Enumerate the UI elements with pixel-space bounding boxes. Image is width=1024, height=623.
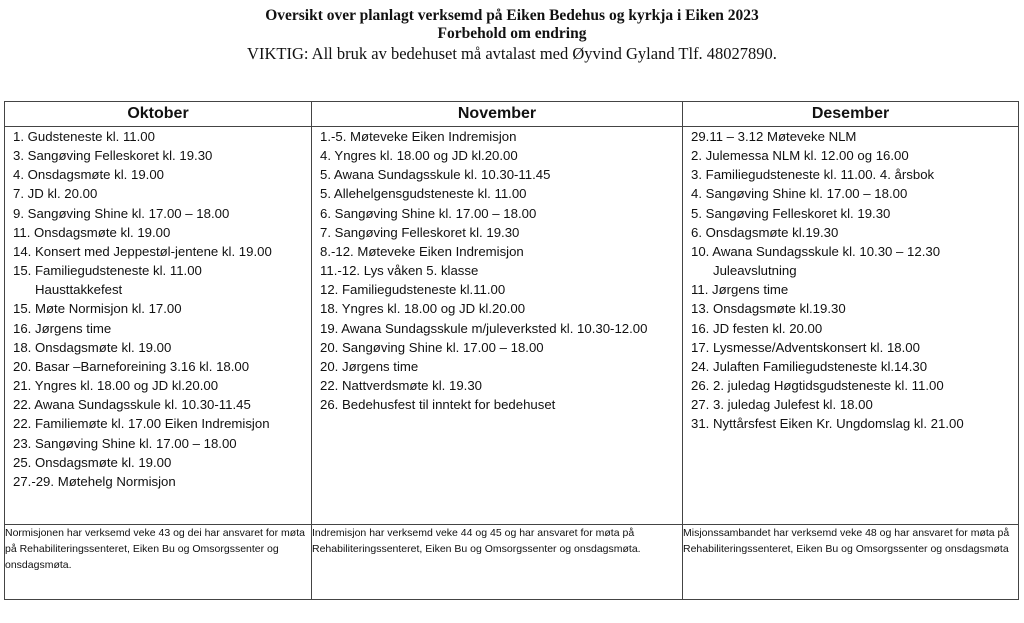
- month-heading-desember: Desember: [683, 102, 1019, 127]
- note-oktober: Normisjonen har verksemd veke 43 og dei har ansvaret for møta på Rehabiliteringssenteret, Eiken Bu og Omsorgssenter og onsdagsmøta.: [5, 525, 312, 600]
- event-list-november: [312, 127, 682, 414]
- event-item: 5. Awana Sundagsskule kl. 10.30-11.45: [320, 167, 551, 183]
- document-header: [0, 6, 1024, 64]
- events-row: [5, 127, 1019, 525]
- event-item: 25. Onsdagsmøte kl. 19.00: [13, 454, 172, 470]
- events-cell-november: [312, 127, 683, 525]
- event-item: 4. Onsdagsmøte kl. 19.00: [13, 167, 164, 183]
- event-item: 5. Allehelgensgudsteneste kl. 11.00: [320, 186, 527, 202]
- event-item: 31. Nyttårsfest Eiken Kr. Ungdomslag kl. 21.00: [691, 416, 964, 432]
- event-item: 16. JD festen kl. 20.00: [691, 320, 823, 336]
- event-item: 22. Familiemøte kl. 17.00 Eiken Indremisjon: [13, 416, 270, 432]
- booking-notice: VIKTIG: All bruk av bedehuset må avtalast med Øyvind Gyland Tlf. 48027890.: [247, 44, 777, 63]
- event-item: 18. Onsdagsmøte kl. 19.00: [13, 339, 172, 355]
- event-item: 7. JD kl. 20.00: [13, 186, 98, 202]
- event-item: 14. Konsert med Jeppestøl-jentene kl. 19.00: [13, 243, 272, 259]
- event-item: 4. Sangøving Shine kl. 17.00 – 18.00: [691, 186, 908, 202]
- event-item: 11. Onsdagsmøte kl. 19.00: [13, 224, 171, 240]
- month-heading-november: November: [312, 102, 683, 127]
- event-item: 20. Sangøving Shine kl. 17.00 – 18.00: [320, 339, 544, 355]
- event-item: 13. Onsdagsmøte kl.19.30: [691, 301, 846, 317]
- events-cell-desember: [683, 127, 1019, 525]
- event-item-continuation: Juleavslutning: [713, 263, 797, 279]
- event-item: 26. Bedehusfest til inntekt for bedehuset: [320, 397, 556, 413]
- event-item: 20. Jørgens time: [320, 358, 419, 374]
- event-item: 20. Basar –Barneforeining 3.16 kl. 18.00: [13, 358, 250, 374]
- notes-row: [5, 525, 1019, 600]
- event-item: 19. Awana Sundagsskule m/juleverksted kl. 10.30-12.00: [320, 320, 648, 336]
- event-item: 11. Jørgens time: [691, 282, 789, 298]
- event-item: 9. Sangøving Shine kl. 17.00 – 18.00: [13, 205, 230, 221]
- event-item: 27.-29. Møtehelg Normisjon: [13, 473, 176, 489]
- event-item: 27. 3. juledag Julefest kl. 18.00: [691, 397, 873, 413]
- event-item: 22. Awana Sundagsskule kl. 10.30-11.45: [13, 397, 251, 413]
- note-desember: Misjonssambandet har verksemd veke 48 og har ansvaret for møta på Rehabiliteringssenteret, Eiken Bu og Omsorgssenter og onsdagsmøta: [683, 525, 1019, 600]
- schedule-table: [4, 101, 1019, 600]
- document-subtitle: Forbehold om endring: [437, 25, 587, 42]
- event-item: 6. Onsdagsmøte kl.19.30: [691, 224, 839, 240]
- note-november: Indremisjon har verksemd veke 44 og 45 og har ansvaret for møta på Rehabiliteringssenteret, Eiken Bu og Omsorgssenter og onsdagsmøta.: [312, 525, 683, 600]
- event-item: 17. Lysmesse/Adventskonsert kl. 18.00: [691, 339, 920, 355]
- event-item: 24. Julaften Familiegudsteneste kl.14.30: [691, 358, 928, 374]
- event-item: 2. Julemessa NLM kl. 12.00 og 16.00: [691, 148, 909, 164]
- event-item: 5. Sangøving Felleskoret kl. 19.30: [691, 205, 891, 221]
- event-item: 10. Awana Sundagsskule kl. 10.30 – 12.30: [691, 243, 941, 259]
- month-header-row: [5, 102, 1019, 127]
- event-item: 6. Sangøving Shine kl. 17.00 – 18.00: [320, 205, 537, 221]
- event-item: 22. Nattverdsmøte kl. 19.30: [320, 378, 482, 394]
- event-item: 1.-5. Møteveke Eiken Indremisjon: [320, 129, 517, 144]
- event-item: 16. Jørgens time: [13, 320, 112, 336]
- event-item: 18. Yngres kl. 18.00 og JD kl.20.00: [320, 301, 526, 317]
- event-item: 15. Møte Normisjon kl. 17.00: [13, 301, 182, 317]
- month-heading-oktober: Oktober: [5, 102, 312, 127]
- event-item: 23. Sangøving Shine kl. 17.00 – 18.00: [13, 435, 237, 451]
- event-item-continuation: Hausttakkefest: [35, 282, 123, 298]
- events-cell-oktober: [5, 127, 312, 525]
- event-item: 1. Gudsteneste kl. 11.00: [13, 129, 155, 144]
- event-item: 4. Yngres kl. 18.00 og JD kl.20.00: [320, 148, 518, 164]
- event-item: 15. Familiegudsteneste kl. 11.00: [13, 263, 202, 279]
- event-item: 3. Familiegudsteneste kl. 11.00. 4. årsbok: [691, 167, 935, 183]
- document-title: Oversikt over planlagt verksemd på Eiken Bedehus og kyrkja i Eiken 2023: [265, 7, 759, 24]
- event-item: 26. 2. juledag Høgtidsgudsteneste kl. 11.00: [691, 378, 944, 394]
- event-item: 21. Yngres kl. 18.00 og JD kl.20.00: [13, 378, 219, 394]
- event-item: 29.11 – 3.12 Møteveke NLM: [691, 129, 857, 144]
- event-list-desember: [683, 127, 1018, 434]
- event-item: 11.-12. Lys våken 5. klasse: [320, 263, 479, 279]
- event-item: 12. Familiegudsteneste kl.11.00: [320, 282, 506, 298]
- event-item: 3. Sangøving Felleskoret kl. 19.30: [13, 148, 213, 164]
- event-item: 7. Sangøving Felleskoret kl. 19.30: [320, 224, 520, 240]
- event-list-oktober: [5, 127, 311, 491]
- event-item: 8.-12. Møteveke Eiken Indremisjon: [320, 243, 524, 259]
